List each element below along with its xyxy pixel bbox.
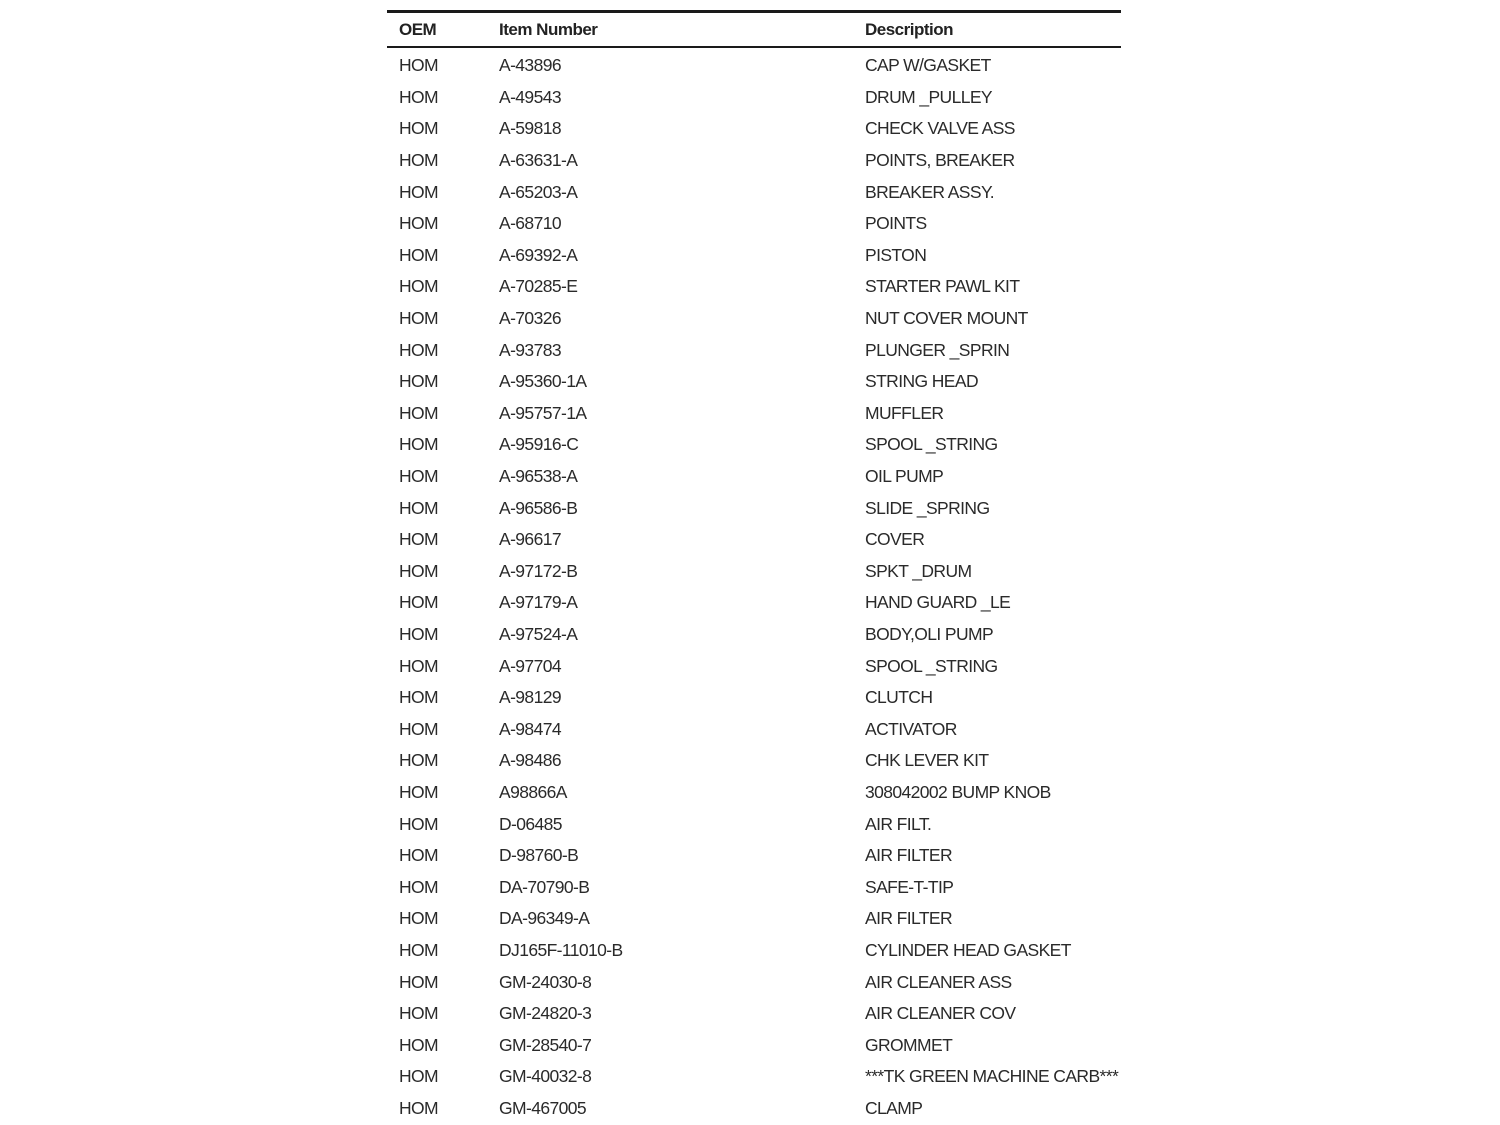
- table-row: [387, 1093, 1121, 1125]
- cell-item-number: A98866A: [499, 781, 567, 802]
- cell-description: STRING HEAD: [865, 371, 978, 392]
- cell-description: AIR FILTER: [865, 908, 953, 929]
- cell-oem: HOM: [399, 497, 439, 518]
- cell-oem: HOM: [399, 1066, 439, 1087]
- table-row: [387, 998, 1121, 1030]
- cell-description: CYLINDER HEAD GASKET: [865, 939, 1071, 960]
- cell-oem: HOM: [399, 244, 439, 265]
- cell-description: SPKT _DRUM: [865, 560, 972, 581]
- table-row: [387, 524, 1121, 556]
- cell-item-number: A-98474: [499, 718, 561, 739]
- cell-oem: HOM: [399, 971, 439, 992]
- cell-item-number: A-49543: [499, 86, 561, 107]
- cell-item-number: A-98129: [499, 687, 561, 708]
- cell-item-number: GM-40032-8: [499, 1066, 592, 1087]
- cell-oem: HOM: [399, 402, 439, 423]
- cell-item-number: GM-24030-8: [499, 971, 592, 992]
- cell-oem: HOM: [399, 781, 439, 802]
- cell-description: HAND GUARD _LE: [865, 592, 1011, 613]
- table-row: [387, 587, 1121, 619]
- cell-item-number: GM-24820-3: [499, 1003, 592, 1024]
- parts-table: [387, 10, 1121, 1124]
- cell-item-number: GM-467005: [499, 1097, 587, 1118]
- cell-item-number: A-96538-A: [499, 466, 578, 487]
- cell-item-number: A-63631-A: [499, 150, 578, 171]
- cell-item-number: A-97704: [499, 655, 561, 676]
- cell-oem: HOM: [399, 718, 439, 739]
- cell-description: PISTON: [865, 244, 927, 265]
- table-row: [387, 492, 1121, 524]
- cell-item-number: A-69392-A: [499, 244, 578, 265]
- cell-description: SAFE-T-TIP: [865, 876, 954, 897]
- cell-oem: HOM: [399, 371, 439, 392]
- cell-item-number: A-96617: [499, 529, 561, 550]
- cell-description: COVER: [865, 529, 925, 550]
- cell-oem: HOM: [399, 750, 439, 771]
- cell-description: CHECK VALVE ASS: [865, 118, 1015, 139]
- table-row: [387, 556, 1121, 588]
- cell-item-number: A-97172-B: [499, 560, 578, 581]
- cell-oem: HOM: [399, 434, 439, 455]
- cell-oem: HOM: [399, 150, 439, 171]
- table-row: [387, 176, 1121, 208]
- header-description: Description: [865, 19, 954, 39]
- cell-oem: HOM: [399, 813, 439, 834]
- cell-item-number: A-95360-1A: [499, 371, 587, 392]
- table-body: [387, 47, 1121, 1124]
- cell-description: ***TK GREEN MACHINE CARB***: [865, 1066, 1119, 1087]
- cell-description: OIL PUMP: [865, 466, 944, 487]
- cell-oem: HOM: [399, 1034, 439, 1055]
- cell-item-number: D-98760-B: [499, 845, 579, 866]
- cell-description: GROMMET: [865, 1034, 953, 1055]
- table-row: [387, 398, 1121, 430]
- cell-oem: HOM: [399, 339, 439, 360]
- cell-description: CLAMP: [865, 1097, 923, 1118]
- cell-item-number: A-95916-C: [499, 434, 579, 455]
- cell-item-number: A-93783: [499, 339, 561, 360]
- cell-description: AIR CLEANER COV: [865, 1003, 1016, 1024]
- table-row: [387, 903, 1121, 935]
- table-row: [387, 682, 1121, 714]
- cell-oem: HOM: [399, 1097, 439, 1118]
- cell-oem: HOM: [399, 118, 439, 139]
- cell-description: AIR FILTER: [865, 845, 953, 866]
- cell-item-number: A-70285-E: [499, 276, 578, 297]
- table-row: [387, 777, 1121, 809]
- cell-description: PLUNGER _SPRIN: [865, 339, 1010, 360]
- table-row: [387, 461, 1121, 493]
- parts-table-container: [387, 10, 1121, 1124]
- cell-oem: HOM: [399, 687, 439, 708]
- table-row: [387, 47, 1121, 82]
- table-row: [387, 840, 1121, 872]
- table-row: [387, 871, 1121, 903]
- cell-item-number: A-95757-1A: [499, 402, 587, 423]
- table-row: [387, 713, 1121, 745]
- table-row: [387, 271, 1121, 303]
- cell-description: MUFFLER: [865, 402, 944, 423]
- cell-oem: HOM: [399, 213, 439, 234]
- table-row: [387, 935, 1121, 967]
- cell-item-number: DA-70790-B: [499, 876, 590, 897]
- table-row: [387, 145, 1121, 177]
- table-row: [387, 808, 1121, 840]
- table-header: [387, 12, 1121, 48]
- cell-item-number: A-97524-A: [499, 623, 578, 644]
- cell-oem: HOM: [399, 560, 439, 581]
- cell-item-number: A-59818: [499, 118, 561, 139]
- table-row: [387, 1029, 1121, 1061]
- cell-description: STARTER PAWL KIT: [865, 276, 1020, 297]
- cell-oem: HOM: [399, 592, 439, 613]
- cell-description: SPOOL _STRING: [865, 655, 998, 676]
- cell-oem: HOM: [399, 876, 439, 897]
- cell-description: CAP W/GASKET: [865, 55, 991, 76]
- cell-oem: HOM: [399, 86, 439, 107]
- cell-description: POINTS, BREAKER: [865, 150, 1015, 171]
- cell-description: DRUM _PULLEY: [865, 86, 993, 107]
- table-row: [387, 429, 1121, 461]
- header-oem: OEM: [399, 19, 437, 39]
- table-row: [387, 745, 1121, 777]
- cell-description: NUT COVER MOUNT: [865, 308, 1028, 329]
- cell-item-number: D-06485: [499, 813, 562, 834]
- table-row: [387, 650, 1121, 682]
- cell-oem: HOM: [399, 845, 439, 866]
- cell-oem: HOM: [399, 939, 439, 960]
- table-row: [387, 619, 1121, 651]
- table-row: [387, 82, 1121, 114]
- cell-item-number: A-43896: [499, 55, 561, 76]
- cell-oem: HOM: [399, 466, 439, 487]
- cell-description: SLIDE _SPRING: [865, 497, 990, 518]
- table-row: [387, 1061, 1121, 1093]
- cell-oem: HOM: [399, 1003, 439, 1024]
- cell-oem: HOM: [399, 623, 439, 644]
- cell-description: POINTS: [865, 213, 927, 234]
- table-row: [387, 366, 1121, 398]
- cell-item-number: GM-28540-7: [499, 1034, 592, 1055]
- table-row: [387, 208, 1121, 240]
- cell-description: CLUTCH: [865, 687, 933, 708]
- cell-item-number: A-68710: [499, 213, 561, 234]
- cell-oem: HOM: [399, 908, 439, 929]
- cell-item-number: DA-96349-A: [499, 908, 590, 929]
- cell-oem: HOM: [399, 55, 439, 76]
- cell-description: CHK LEVER KIT: [865, 750, 989, 771]
- cell-oem: HOM: [399, 529, 439, 550]
- cell-item-number: DJ165F-11010-B: [499, 939, 623, 960]
- header-row: [387, 12, 1121, 48]
- cell-description: ACTIVATOR: [865, 718, 957, 739]
- cell-item-number: A-98486: [499, 750, 561, 771]
- cell-description: BODY,OLI PUMP: [865, 623, 994, 644]
- cell-oem: HOM: [399, 181, 439, 202]
- cell-oem: HOM: [399, 655, 439, 676]
- cell-description: BREAKER ASSY.: [865, 181, 995, 202]
- table-row: [387, 303, 1121, 335]
- table-row: [387, 334, 1121, 366]
- table-row: [387, 113, 1121, 145]
- cell-oem: HOM: [399, 308, 439, 329]
- table-row: [387, 966, 1121, 998]
- table-row: [387, 240, 1121, 272]
- cell-description: 308042002 BUMP KNOB: [865, 781, 1051, 802]
- cell-description: AIR FILT.: [865, 813, 932, 834]
- cell-item-number: A-96586-B: [499, 497, 578, 518]
- cell-description: SPOOL _STRING: [865, 434, 998, 455]
- header-item-number: Item Number: [499, 19, 598, 39]
- cell-item-number: A-65203-A: [499, 181, 578, 202]
- cell-oem: HOM: [399, 276, 439, 297]
- cell-item-number: A-70326: [499, 308, 561, 329]
- cell-item-number: A-97179-A: [499, 592, 578, 613]
- cell-description: AIR CLEANER ASS: [865, 971, 1012, 992]
